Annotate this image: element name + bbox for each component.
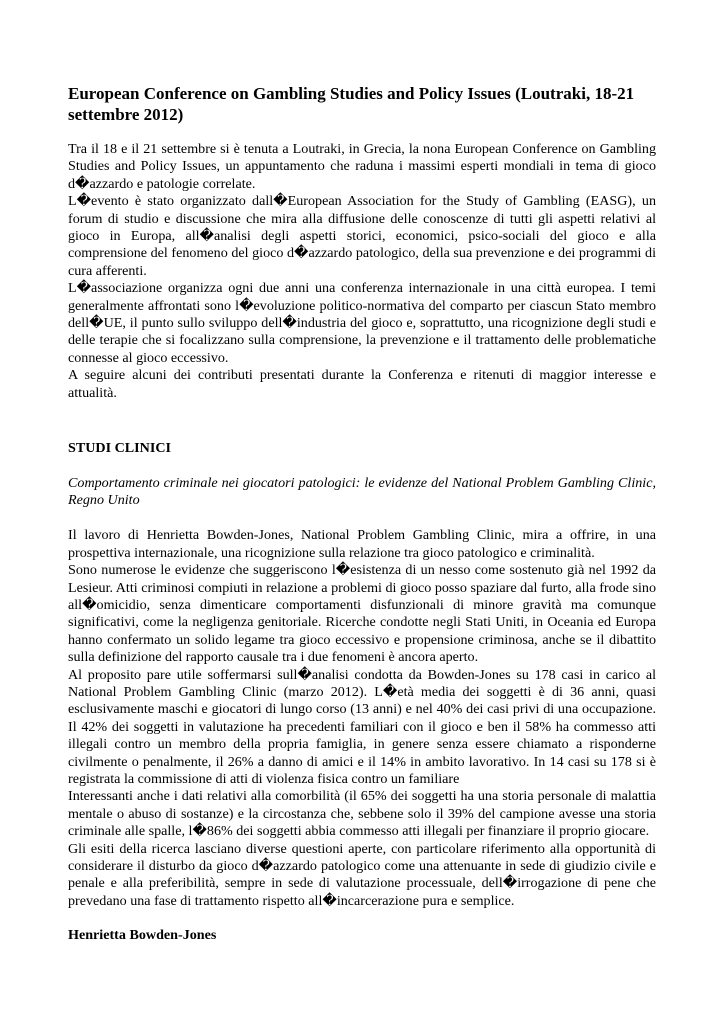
document-title: European Conference on Gambling Studies and Policy Issues (Loutraki, 18-21 settembre 2012) <box>68 84 635 124</box>
body-paragraph-4: Interessanti anche i dati relativi alla comorbilità (il 65% dei soggetti ha una storia personale di malattia mentale o abuso di sostanze) e la circostanza che, sebbene solo il 39% del campione avesse una storia criminale alle spalle, l�86% dei soggetti abbia commesso atti illegali per finanziare il proprio giocare. <box>68 788 656 840</box>
intro-paragraph-4: A seguire alcuni dei contributi presentati durante la Conferenza e ritenuti di maggior interesse e attualità. <box>68 367 656 401</box>
intro-paragraph-2: L�evento è stato organizzato dall�European Association for the Study of Gambling (EASG), un forum di studio e discussione che mira alla diffusione delle conoscenze di tutti gli aspetti relativi al gioco in Europa, all�analisi degli aspetti storici, economici, psico-sociali del gioco e alla comprensione del fenomeno del gioco d�azzardo patologico, della sua prevenzione e dei programmi di cura afferenti. <box>68 193 656 279</box>
body-paragraph-3: Al proposito pare utile soffermarsi sull�analisi condotta da Bowden-Jones su 178 casi in carico al National Problem Gambling Clinic (marzo 2012). L�età media dei soggetti è di 36 anni, quasi esclusivamente maschi e giocatori di lungo corso (13 anni) e nel 40% dei casi privi di una occupazione. Il 42% dei soggetti in valutazione ha precedenti familiari con il gioco e ben il 58% ha commesso atti illegali contro un membro della propria famiglia, in genere senza essere chiamato a risponderne civilmente o penalmente, il 26% a danno di amici e il 14% in ambito lavorativo. In 14 casi su 178 si è registrata la commissione di atti di violenza fisica contro un familiare <box>68 666 656 787</box>
body-paragraph-2: Sono numerose le evidenze che suggeriscono l�esistenza di un nesso come sostenuto già nel 1992 da Lesieur. Atti criminosi compiuti in relazione a problemi di gioco posso spaziare dal furto, alla frode sino all�omicidio, senza dimenticare comportamenti disfunzionali di minore gravità ma comunque significativi, come la negligenza genitoriale. Ricerche condotte negli Stati Uniti, in Oceania ed Europa hanno confermato un solido legame tra gioco eccessivo e propensione criminosa, anche se il dibattito sulla definizione del rapporto causale tra i due fenomeni è ancora aperto. <box>68 562 656 666</box>
document-page <box>68 84 656 945</box>
author-signature: Henrietta Bowden-Jones <box>68 927 217 944</box>
section-heading: STUDI CLINICI <box>68 440 171 457</box>
intro-paragraph-1: Tra il 18 e il 21 settembre si è tenuta a Loutraki, in Grecia, la nona European Conference on Gambling Studies and Policy Issues, un appuntamento che raduna i massimi esperti mondiali in tema di gioco d�azzardo e patologie correlate. <box>68 141 656 192</box>
body-paragraph-1: Il lavoro di Henrietta Bowden-Jones, National Problem Gambling Clinic, mira a offrire, in una prospettiva internazionale, una ricognizione sulla relazione tra gioco patologico e criminalità. <box>68 527 656 561</box>
article-subtitle: Comportamento criminale nei giocatori patologici: le evidenze del National Problem Gambling Clinic, Regno Unito <box>68 474 656 508</box>
intro-paragraph-3: L�associazione organizza ogni due anni una conferenza internazionale in una città europea. I temi generalmente affrontati sono l�evoluzione politico-normativa del comparto per ciascun Stato membro dell�UE, il punto sullo sviluppo dell�industria del gioco e, soprattutto, una ricognizione degli studi e delle terapie che si focalizzano sulla comprensione, la prevenzione e il trattamento delle problematiche connesse al gioco eccessivo. <box>68 280 656 366</box>
body-paragraph-5: Gli esiti della ricerca lasciano diverse questioni aperte, con particolare riferimento alla opportunità di considerare il disturbo da gioco d�azzardo patologico come una attenuante in sede di giudizio civile e penale e alla preferibilità, sempre in sede di valutazione processuale, dell�irrogazione di pene che prevedano una fase di trattamento rispetto all�incarcerazione pura e semplice. <box>68 840 656 909</box>
